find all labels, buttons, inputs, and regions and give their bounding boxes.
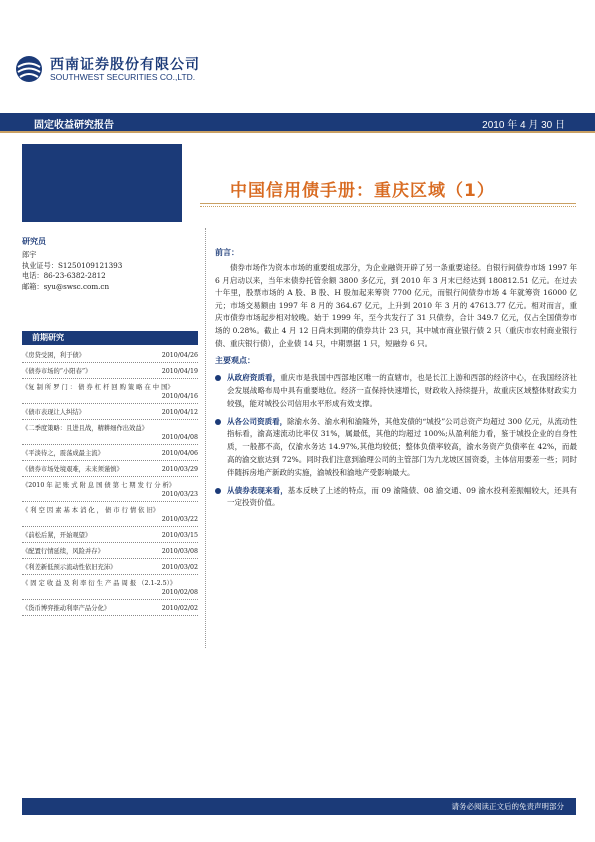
decorative-block — [22, 144, 182, 222]
list-item[interactable]: 《债券市场处境艰难，未来须谨慎》 2010/03/29 — [22, 464, 198, 477]
list-item[interactable]: 《房贷受困，利于债》 2010/04/26 — [22, 350, 198, 363]
report-header-bar — [0, 113, 595, 133]
company-name-cn: 西南证券股份有限公司 — [50, 57, 200, 73]
key-point-text: 重庆市是我国中西部地区唯一的直辖市，也是长江上游和西部的经济中心，在我国经济社会发展战略布局中具有重要地位。经济一直保持快速增长，财政收入持续提升，故重庆区域整体财政实力较强，能对城投公司信用水平形成有效支撑。 — [227, 373, 578, 408]
key-point-text: 基本反映了上述的特点，而 09 渝隆债、08 渝交通、09 渝水投利差振幅较大，还具有一定投资价值。 — [227, 485, 578, 508]
key-point-text: 除渝水务、渝水利和渝隆外，其他发债的“城投”公司总资产均超过 300 亿元，从流动性指标看，渝高速流动比率仅 31%，属最低，其他的均超过 100%;从盈利能力看，鉴于城投企业的自身性质，一般都不高，仅渝水务达 14.97%,其他均较低；整体负债率较高，渝水务资产负债率在 42%，而最高的渝交旅达到 72%。同时我们注意到渝理公司的主管部门为九龙坡区国资委，主体信用要差一些；同时伴随拆房地产新政的实施，渝城投和渝地产受影响最大。 — [227, 416, 578, 477]
preface-heading: 前言： — [215, 248, 239, 257]
list-item[interactable]: 《配置行情延续，风险并存》 2010/03/08 — [22, 546, 198, 559]
list-item[interactable]: 《债市表现让人纠结》 2010/04/12 — [22, 407, 198, 420]
analyst-info — [22, 236, 198, 292]
list-item[interactable]: 《复 制 所 罗 门 ： 债 券 杠 杆 回 购 策 略 在 中 国》 2010/04/16 — [22, 382, 198, 404]
list-item[interactable]: 《 利 空 因 素 基 本 消 化 ， 债 市 行 情 依 旧》 2010/03/22 — [22, 505, 198, 527]
analyst-phone: 电话：86-23-6382-2812 — [22, 271, 106, 280]
globe-logo-icon — [14, 54, 44, 84]
analyst-email[interactable]: 邮箱：syu@swsc.com.cn — [22, 281, 110, 291]
key-points-heading: 主要观点： — [215, 356, 255, 366]
report-type: 固定收益研究报告 — [34, 120, 114, 131]
list-item[interactable]: 《货币博弈推动利率产品分化》 2010/02/02 — [22, 603, 198, 616]
key-point-item — [215, 372, 577, 410]
title-dotted-divider — [200, 206, 576, 207]
key-point-lead: 从政府资质看， — [227, 373, 281, 383]
report-title: 中国信用债手册：重庆区域（1） — [230, 181, 495, 201]
bullet-dot-icon — [215, 488, 221, 494]
main-content — [215, 247, 577, 515]
list-item[interactable]: 《平淡待之，震荡成最主流》 2010/04/06 — [22, 448, 198, 461]
bullet-dot-icon — [215, 375, 221, 381]
footer-bar — [22, 798, 576, 815]
list-item[interactable]: 《 固 定 收 益 及 利 率 衍 生 产 品 周 报 （2.1-2.5）》 2010/02/08 — [22, 578, 198, 600]
list-item[interactable]: 《2010 年 記 账 式 附 息 国 债 第 七 期 发 行 分 析》 2010/03/23 — [22, 480, 198, 502]
column-divider — [205, 228, 206, 648]
company-logo — [14, 52, 204, 88]
prior-research-bar — [22, 331, 198, 345]
analyst-name: 郎宇 — [22, 250, 37, 259]
key-point-lead: 从债券表现来看， — [227, 485, 288, 495]
list-item[interactable]: 《债券市场的“小阳春”》 2010/04/19 — [22, 366, 198, 379]
footer-disclaimer: 请务必阅读正文后的免责声明部分 — [451, 802, 564, 811]
title-divider — [200, 203, 576, 204]
prior-research-list — [22, 350, 198, 619]
analyst-heading: 研究员 — [22, 237, 46, 246]
bullet-dot-icon — [215, 419, 221, 425]
analyst-cert: 执业证号：S1250109121393 — [22, 260, 123, 270]
preface-text: 债券市场作为资本市场的重要组成部分，为企业融资开辟了另一条重要途径。自银行间债券市场 1997 年 6 月启动以来，当年末债券托管余额 3800 多亿元，到 2010 年 3 月末已经达到 180812.51 亿元。在过去十年里，股票市场的 A 股、B 股、H 股加起来筹资 7700 亿元，而银行间债券市场 4 年就筹资 16000 亿元；市场交易额由 1997 年 8 月的 364.67 亿元，上升到 2010 年 3 月的 47613.77 亿元。相对而言，重庆市债券市场起步相对较晚。始于 1999 年，至今共发行了 31 只债券，合计 349.7 亿元，仅占全国债券市场的 0.28%。截止 4 月 12 日尚未到期的债券共计 23 只，其中城市商业银行债 2 只（重庆市农村商业银行债、重庆银行债），企业债 14 只，中期票据 1 只，短融券 6 只。 — [215, 263, 577, 348]
key-point-lead: 从各公司资质看， — [227, 416, 288, 426]
list-item[interactable]: 《二季度策略：且进且战，精耕细作出效益》 2010/04/08 — [22, 423, 198, 445]
key-point-item — [215, 485, 577, 511]
company-name-en: SOUTHWEST SECURITIES CO.,LTD. — [50, 72, 196, 82]
key-point-item — [215, 416, 577, 480]
list-item[interactable]: 《利差新低预示流动性依旧充沛》 2010/03/02 — [22, 562, 198, 575]
report-date: 2010 年 4 月 30 日 — [482, 120, 565, 131]
list-item[interactable]: 《前松后紧，开始观望》 2010/03/15 — [22, 530, 198, 543]
prior-research-heading: 前期研究 — [32, 333, 64, 342]
